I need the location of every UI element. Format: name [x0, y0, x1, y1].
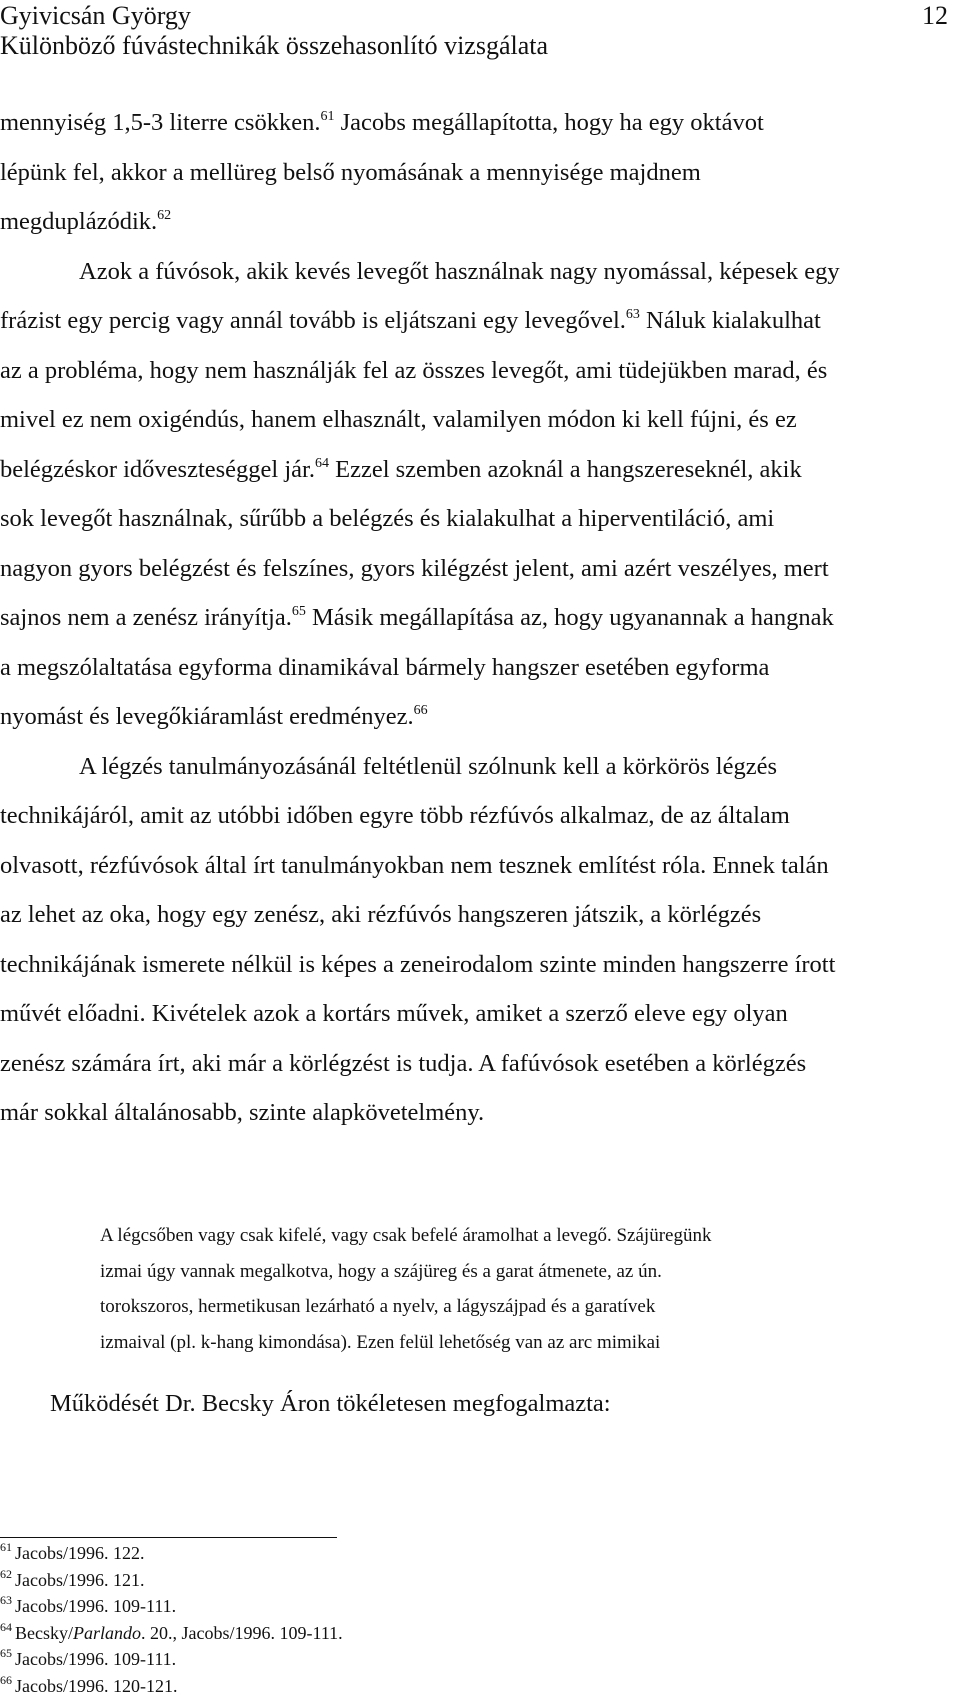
text-line: frázist egy percig vagy annál tovább is eljátszani egy levegővel.$^{63}$ Náluk kialakulhat [0, 307, 821, 334]
text-line: már sokkal általánosabb, szinte alapkövetelmény. [0, 1099, 485, 1126]
text-line: technikájának ismerete nélkül is képes a zeneirodalom szinte minden hangszerre írott [0, 950, 836, 978]
body-text [0, 98, 926, 1138]
footnote-63: $^{63}$ Jacobs/1996. 109-111. [0, 1593, 177, 1616]
text-line: A légzés tanulmányozásánál feltétlenül szólnunk kell a körkörös légzés [79, 752, 778, 780]
header-subtitle: Különböző fúvástechnikák összehasonlító vizsgálata [0, 31, 549, 60]
footnote-ref-61[interactable]: 61 [320, 109, 335, 124]
text-line: megduplázódik.$^{62}$ [0, 208, 172, 235]
footnote-ref-62[interactable]: 62 [157, 208, 172, 223]
text-line: az lehet az oka, hogy egy zenész, aki rézfúvós hangszeren játszik, a körlégzés [0, 901, 762, 928]
footnote-ref-66[interactable]: 66 [413, 703, 428, 718]
header-author: Gyivicsán György [0, 1, 191, 30]
text-line: művét előadni. Kivételek azok a kortárs művek, amiket a szerző eleve egy olyan [0, 1000, 788, 1027]
paragraph-1 [0, 98, 926, 247]
footnotes [0, 1540, 343, 1699]
text-line: technikájáról, amit az utóbbi időben egyre több rézfúvós alkalmaz, de az általam [0, 802, 790, 829]
footnote-62: $^{62}$ Jacobs/1996. 121. [0, 1566, 145, 1590]
footnote-ref-64[interactable]: 64 [314, 455, 329, 471]
footnote-66: $^{66}$ Jacobs/1996. 120-121. [0, 1672, 178, 1696]
text-line: nagyon gyors belégzést és felszínes, gyors kilégzést jelent, ami azért veszélyes, mert [0, 554, 829, 582]
text-line: mivel ez nem oxigéndús, hanem elhasznált, valamilyen módon ki kell fújni, és ez [0, 406, 797, 433]
paragraph-2 [0, 247, 926, 742]
quote-line: izmaival (pl. k-hang kimondása). Ezen felül lehetőség van az arc mimikai [100, 1331, 661, 1353]
block-quote [100, 1218, 854, 1360]
text-line: Azok a fúvósok, akik kevés levegőt használnak nagy nyomással, képesek egy [79, 257, 840, 285]
text-line: olvasott, rézfúvósok által írt tanulmányokban nem tesznek említést róla. Ennek talán [0, 851, 829, 879]
text-line: a megszólaltatása egyforma dinamikával bármely hangszer esetében egyforma [0, 653, 770, 681]
quote-line: izmai úgy vannak megalkotva, hogy a szájüreg és a garat átmenete, az ún. [100, 1260, 662, 1282]
text-line: nyomást és levegőkiáramlást eredményez.$^{66}$ [0, 703, 428, 730]
quote-line: torokszoros, hermetikusan lezárható a nyelv, a lágyszájpad és a garatívek [100, 1296, 656, 1317]
text-line: belégzéskor időveszteséggel jár.$^{64}$ Ezzel szemben azoknál a hangszereseknél, akik [0, 455, 802, 483]
text-line: lépünk fel, akkor a mellüreg belső nyomásának a mennyisége majdnem [0, 158, 701, 186]
text-line: sajnos nem a zenész irányítja.$^{65}$ Másik megállapítása az, hogy ugyanannak a hangnak [0, 604, 834, 631]
footnote-64: $^{64}$ Becsky/Parlando. 20., Jacobs/1996. 109-111. [0, 1619, 343, 1643]
quote-intro: Működését Dr. Becsky Áron tökéletesen megfogalmazta: [50, 1390, 611, 1417]
footnote-65: $^{65}$ Jacobs/1996. 109-111. [0, 1646, 177, 1669]
text-line: sok levegőt használnak, sűrűbb a belégzés és kialakulhat a hiperventiláció, ami [0, 505, 775, 532]
quote-line: A légcsőben vagy csak kifelé, vagy csak befelé áramolhat a levegő. Szájüregünk [100, 1225, 712, 1246]
paragraph-3 [0, 742, 926, 1138]
footnote-separator [0, 1537, 337, 1538]
footnote-ref-65[interactable]: 65 [291, 604, 306, 619]
text-line: zenész számára írt, aki már a körlégzést is tudja. A fafúvósok esetében a körlégzés [0, 1049, 807, 1077]
footnote-ref-63[interactable]: 63 [625, 307, 640, 322]
text-line: mennyiség 1,5-3 literre csökken.$^{61}$ Jacobs megállapította, hogy ha egy oktávot [0, 109, 764, 136]
footnote-61: $^{61}$ Jacobs/1996. 122. [0, 1540, 145, 1563]
text-line: az a probléma, hogy nem használják fel az összes levegőt, ami tüdejükben marad, és [0, 356, 828, 384]
page-number: 12 [922, 1, 948, 30]
